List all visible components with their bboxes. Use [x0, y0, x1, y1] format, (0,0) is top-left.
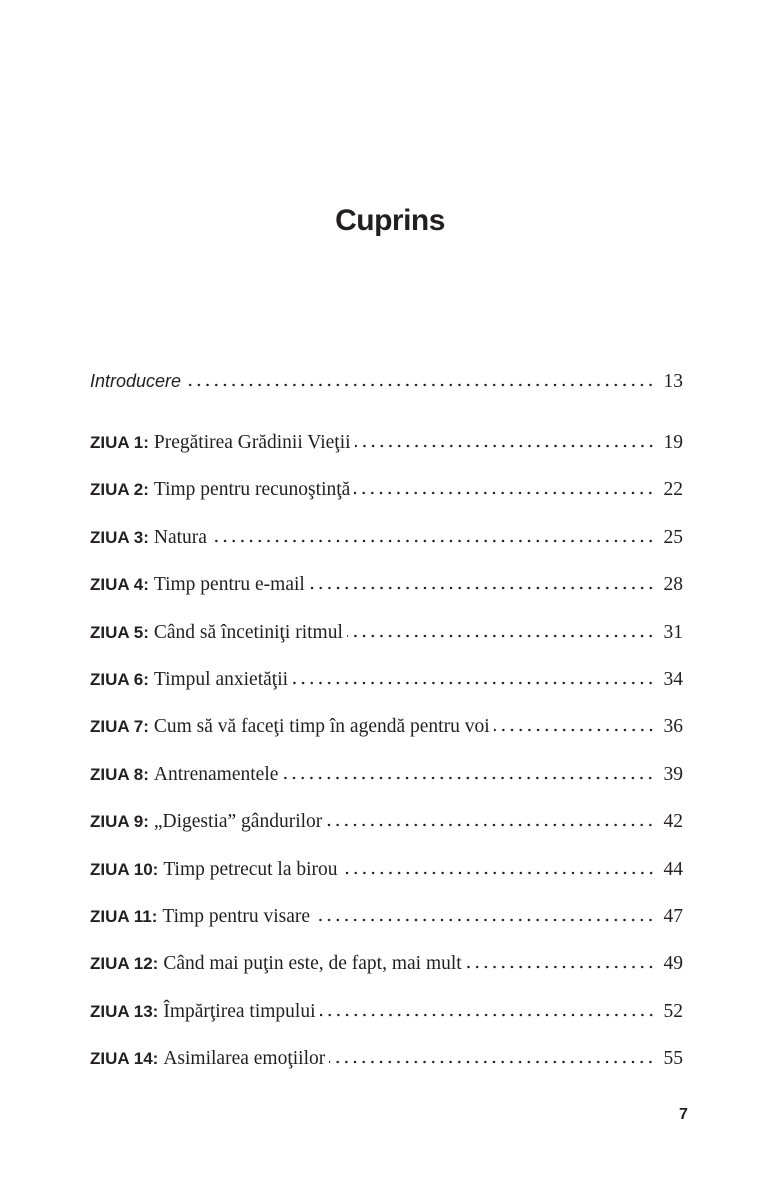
toc-entry-page: 36	[663, 716, 683, 738]
toc-entry-page: 39	[663, 763, 683, 785]
toc-entry-label: Cum să vă faceţi timp în agendă pentru voi	[153, 716, 490, 738]
toc-entry-page: 42	[663, 811, 683, 833]
toc-entry[interactable]	[90, 905, 683, 929]
dot-leader	[347, 634, 655, 638]
toc-entry-label: Timp pentru e-mail	[153, 574, 305, 596]
toc-entry-page: 49	[663, 953, 683, 975]
toc-entry-day: ZIUA 8:	[90, 764, 149, 784]
toc-entry-page: 55	[663, 1048, 683, 1070]
toc-entry[interactable]	[90, 573, 683, 597]
toc-entry-label: „Digestia” gândurilor	[153, 811, 323, 833]
dot-leader	[185, 383, 655, 387]
toc-entry-label: Timpul anxietăţii	[153, 669, 289, 690]
dot-leader	[320, 1013, 656, 1017]
toc-entry-page: 22	[663, 479, 683, 501]
dot-leader	[466, 965, 655, 969]
toc-entry[interactable]	[90, 810, 683, 834]
toc-entry[interactable]	[90, 526, 683, 550]
dot-leader	[355, 444, 655, 448]
toc-entry-day: ZIUA 1:	[90, 433, 149, 452]
page-title: Cuprins	[335, 204, 445, 237]
toc-entry-day: ZIUA 12:	[90, 954, 159, 974]
toc-entry-label: Asimilarea emoţiilor	[163, 1048, 326, 1070]
toc-entry-page: 34	[663, 669, 683, 690]
toc-entry[interactable]	[90, 621, 683, 645]
toc-entry-day: ZIUA 6:	[90, 670, 149, 689]
toc-entry[interactable]	[90, 1000, 683, 1024]
toc-entry-page: 19	[663, 432, 683, 453]
toc-entry-label: Introducere	[90, 371, 182, 391]
dot-leader	[494, 728, 655, 732]
dot-leader	[282, 776, 655, 780]
toc-entry-day: ZIUA 5:	[90, 622, 149, 642]
toc-entry-label: Când să încetiniţi ritmul	[153, 621, 343, 643]
toc-entry[interactable]	[90, 668, 683, 692]
toc-entry-day: ZIUA 13:	[90, 1001, 159, 1021]
toc-entry[interactable]	[90, 1047, 683, 1071]
toc-entry-introduction[interactable]	[90, 369, 683, 394]
toc-entry[interactable]	[90, 431, 683, 455]
dot-leader	[342, 871, 655, 875]
toc-entry-label: Timp pentru visare	[162, 906, 311, 927]
toc-entry[interactable]	[90, 715, 683, 739]
dot-leader	[292, 681, 655, 685]
toc-entry-day: ZIUA 14:	[90, 1049, 159, 1069]
toc-entry-label: Antrenamentele	[153, 763, 279, 785]
dot-leader	[314, 918, 655, 922]
toc-entry-day: ZIUA 11:	[90, 907, 158, 926]
toc-entry-day: ZIUA 2:	[90, 480, 149, 500]
dot-leader	[211, 539, 655, 543]
toc-entry-label: Când mai puţin este, de fapt, mai mult	[163, 953, 462, 975]
toc-entry-page: 52	[663, 1000, 683, 1022]
toc-entry-page: 13	[663, 371, 683, 392]
toc-entry-day: ZIUA 3:	[90, 527, 149, 547]
toc-entry-page: 44	[663, 858, 683, 880]
toc-entry-day: ZIUA 7:	[90, 717, 149, 737]
toc-entry-label: Împărţirea timpului	[163, 1000, 316, 1022]
dot-leader	[326, 823, 655, 827]
dot-leader	[354, 491, 655, 495]
toc-entry-label: Timp pentru recunoştinţă	[153, 479, 351, 501]
toc-entry-day: ZIUA 4:	[90, 575, 149, 595]
toc-entry-label: Timp petrecut la birou	[163, 858, 338, 880]
toc-entry[interactable]	[90, 478, 683, 502]
dot-leader	[309, 586, 655, 590]
toc-entry-page: 28	[663, 574, 683, 596]
toc-entry-page: 25	[663, 526, 683, 548]
toc-entry-label: Pregătirea Grădinii Vieţii	[153, 432, 351, 453]
toc-entry[interactable]	[90, 858, 683, 882]
page-number: 7	[679, 1106, 688, 1123]
toc-entry-day: ZIUA 10:	[90, 859, 159, 879]
toc-entry-label: Natura	[153, 526, 207, 548]
dot-leader	[329, 1060, 655, 1064]
toc-entry-day: ZIUA 9:	[90, 812, 149, 832]
toc-entry[interactable]	[90, 763, 683, 787]
toc-entry[interactable]	[90, 952, 683, 976]
toc-entry-page: 47	[663, 906, 683, 927]
toc-entry-page: 31	[663, 621, 683, 643]
